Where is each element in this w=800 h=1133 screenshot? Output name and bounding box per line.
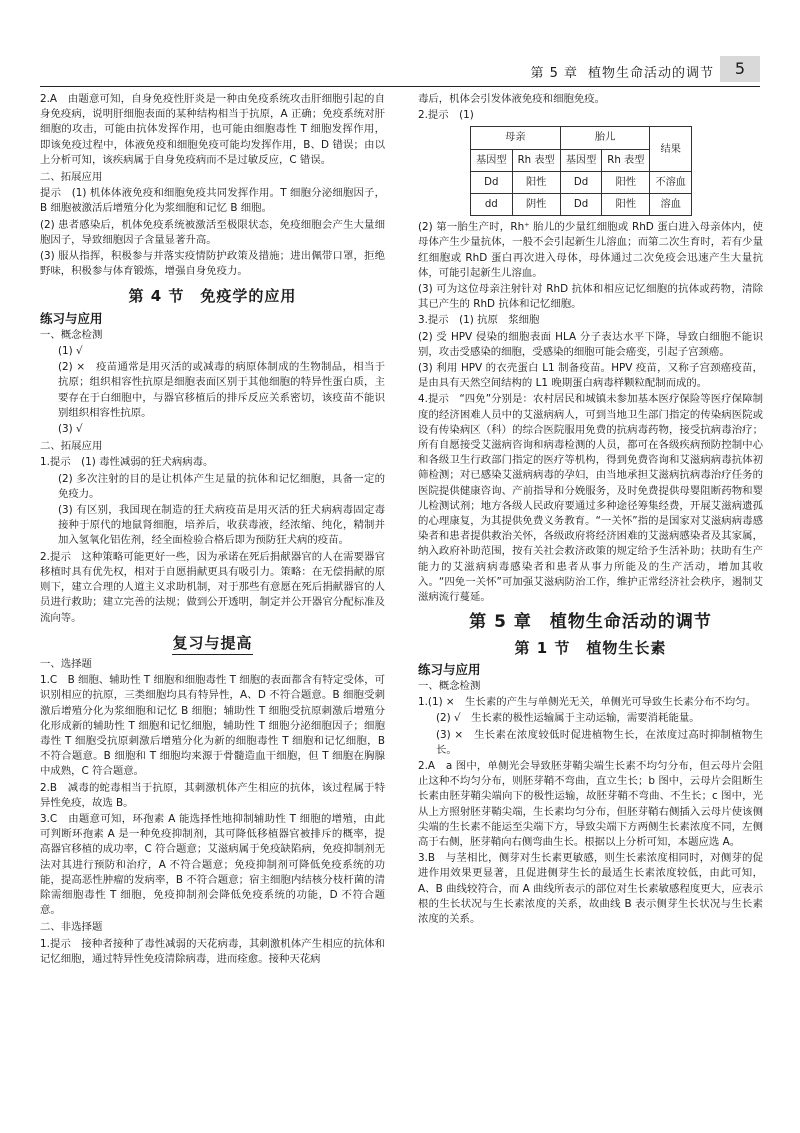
section-label: 一、概念检测	[418, 679, 481, 692]
table-cell: Dd	[471, 171, 513, 193]
answer-paragraph: 提示 (1) 机体体液免疫和细胞免疫共同发挥作用。T 细胞分泌细胞因子，B 细胞被激活后增殖分化为浆细胞和记忆 B 细胞。	[40, 187, 385, 215]
table-header-row	[471, 127, 692, 149]
answer-paragraph: 4.提示 “四免”分别是：农村居民和城镇未参加基本医疗保险等医疗保障制度的经济困难人员中的艾滋病病人，可到当地卫生部门指定的传染病医院或设有传染病区（科）的综合医院服用免费的抗病毒药物，接受抗病毒治疗；所有自愿接受艾滋病咨询和病毒检测的人员，都可在各级疾病预防控制中心和各级卫生行政部门指定的医疗等机构，得到免费咨询和艾滋病病毒抗体初筛检测；对已感染艾滋病病毒的孕妇，由当地承担艾滋病抗病毒治疗任务的医院提供健康咨询、产前指导和分娩服务，及时免费提供母婴阻断药物和婴儿检测试剂；地方各级人民政府要通过多种途径筹集经费，开展艾滋病遗孤的心理康复，为其提供免费义务教育。“一关怀”指的是国家对艾滋病病毒感染者和患者提供救治关怀，各级政府将经济困难的艾滋病感染者及其家属，纳入政府补助范围，按有关社会救济政策的规定给予生活补助；扶助有生产能力的艾滋病病毒感染者和患者从事力所能及的生产活动，增加其收入。“四免一关怀”可加强艾滋病防治工作，维护正常经济社会秩序，遏制艾滋病流行蔓延。	[418, 393, 763, 604]
header-rule	[40, 86, 760, 87]
review-heading-text: 复习与提高	[172, 634, 252, 655]
answer-paragraph: (3) 服从指挥，积极参与并落实疫情防护政策及措施；进出佩带口罩，拒绝野味，积极参与体育锻炼，增强自身免疫力。	[40, 250, 385, 278]
section-heading: 第 4 节 免疫学的应用	[128, 287, 297, 306]
table-cell: Dd	[560, 194, 602, 216]
page-header	[0, 0, 800, 81]
answer-paragraph: 1.提示 接种者接种了毒性减弱的天花病毒，其刺激机体产生相应的抗体和记忆细胞，通过特异性免疫清除病毒，进而痊愈。接种天花病	[40, 937, 385, 965]
table-cell: 不溶血	[650, 171, 692, 193]
running-head-chapter: 第 5 章	[530, 66, 578, 81]
table-header-fetus: 胎儿	[560, 127, 650, 149]
answer-paragraph: (2) 患者感染后，机体免疫系统被激活至极限状态，免疫细胞会产生大量细胞因子，导致细胞因子含量显著升高。	[40, 218, 385, 246]
table-subheader: 基因型	[471, 149, 513, 171]
table-cell: dd	[471, 194, 513, 216]
table-cell: 溶血	[650, 194, 692, 216]
answer-paragraph: 2.A 由题意可知，自身免疫性肝炎是一种由免疫系统攻击肝细胞引起的自身免疫病，说明肝细胞表面的某种结构相当于抗原，A 正确；免疫系统对肝细胞的攻击，可能由抗体发挥作用，也可能由细胞毒性 T 细胞发挥作用，即该免疫过程中，体液免疫和细胞免疫可能均发挥作用，B、D 错误；由以上分析可知，该疾病属于自身免疫病而不是过敏反应，C 错误。	[40, 93, 385, 166]
table-header-result: 结果	[650, 127, 692, 171]
answer-paragraph: 2.A a 图中，单侧光会导致胚芽鞘尖端生长素不均匀分布，但云母片会阻止这种不均匀分布，则胚芽鞘不弯曲，直立生长；b 图中，云母片会阻断生长素由胚芽鞘尖端向下的极性运输，故胚芽鞘不弯曲、不生长；c 图中，光从上方照射胚芽鞘尖端，生长素均匀分布，但胚芽鞘右侧插入云母片使该侧尖端的生长素不能运至尖端下方，导致尖端下方两侧生长素浓度不同，左侧高于右侧，胚芽鞘向右侧弯曲生长。根据以上分析可知，本题应选 A。	[418, 759, 763, 848]
table-row	[471, 171, 692, 193]
right-column	[418, 92, 763, 928]
answer-paragraph: (2) √ 生长素的极性运输属于主动运输，需要消耗能量。	[436, 712, 700, 725]
section-heading: 第 1 节 植物生长素	[514, 638, 667, 657]
answer-paragraph: 1.提示 (1) 毒性减弱的狂犬病病毒。	[40, 456, 214, 469]
left-column	[40, 92, 385, 968]
table-row	[471, 194, 692, 216]
answer-paragraph: (3) 可为这位母亲注射针对 RhD 抗体和相应记忆细胞的抗体或药物，清除其已产生的 RhD 抗体和记忆细胞。	[418, 283, 763, 311]
chapter-heading: 第 5 章 植物生命活动的调节	[469, 612, 712, 633]
page-number: 5	[720, 56, 760, 82]
running-head-title: 植物生命活动的调节	[587, 66, 714, 81]
section-label: 二、拓展应用	[40, 440, 103, 453]
answer-paragraph: (2) 受 HPV 侵染的细胞表面 HLA 分子表达水平下降，导致白细胞不能识别，攻击受感染的细胞，受感染的细胞可能会癌变，引起子宫颈癌。	[418, 330, 763, 358]
answer-paragraph: (2) 第一胎生产时，Rh⁺ 胎儿的少量红细胞或 RhD 蛋白进入母亲体内，使母体产生少量抗体，一般不会引起新生儿溶血；而第二次生育时，若有少量红细胞或 RhD 蛋白再次进入母体，母体通过二次免疫会迅速产生大量抗体，可能引起新生儿溶血。	[418, 221, 763, 279]
table-subheader: Rh 表型	[602, 149, 650, 171]
answer-paragraph: (3) 利用 HPV 的衣壳蛋白 L1 制备疫苗。HPV 疫苗，又称子宫颈癌疫苗，是由具有天然空间结构的 L1 晚期蛋白病毒样颗粒配制而成的。	[418, 362, 763, 390]
running-head	[520, 62, 714, 81]
table-cell: 阴性	[512, 194, 560, 216]
subsection-heading: 练习与应用	[418, 661, 481, 677]
answer-paragraph: 1.C B 细胞、辅助性 T 细胞和细胞毒性 T 细胞的表面都含有特定受体，可识别相应的抗原，三类细胞均具有特异性，A、D 不符合题意。B 细胞受刺激后增殖分化为浆细胞和记忆 B 细胞；辅助性 T 细胞受抗原刺激后增殖分化形成新的辅助性 T 细胞和记忆细胞，辅助性 T 细胞分泌细胞因子；细胞毒性 T 细胞受抗原刺激后增殖分化为新的细胞毒性 T 细胞和记忆细胞，B 不符合题意。B 细胞和 T 细胞均来源于骨髓造血干细胞，但 T 细胞在胸腺中成熟，C 符合题意。	[40, 674, 385, 778]
answer-paragraph: 3.B 与茎相比，侧芽对生长素更敏感，则生长素浓度相同时，对侧芽的促进作用效果更显著，且促进侧芽生长的最适生长素浓度较低，由此可知，A、B 曲线较符合，而 A 曲线所表示的部位对生长素敏感程度更大，应表示根的生长状况与生长素浓度的关系，故曲线 B 表示侧芽生长状况与生长素浓度的关系。	[418, 852, 763, 925]
answer-paragraph: 1.(1) × 生长素的产生与单侧光无关，单侧光可导致生长素分布不均匀。	[418, 696, 756, 709]
section-label: 二、非选择题	[40, 921, 103, 934]
section-label: 二、拓展应用	[40, 171, 103, 184]
table-subheader: Rh 表型	[512, 149, 560, 171]
table-subheader: 基因型	[560, 149, 602, 171]
review-heading	[40, 633, 385, 652]
answer-paragraph: (2) × 疫苗通常是用灭活的或减毒的病原体制成的生物制品，相当于抗原；组织相容性抗原是细胞表面区别于其他细胞的特异性蛋白质，主要存在于白细胞中，与器官移植后的排斥反应关系密切，该疫苗不能识别组织相容性抗原。	[58, 361, 385, 419]
answer-paragraph: (1) √	[58, 345, 83, 358]
answer-paragraph: 3.提示 (1) 抗原 浆细胞	[418, 314, 540, 327]
rh-blood-table	[470, 126, 692, 216]
section-label: 一、选择题	[40, 657, 92, 670]
answer-paragraph: 2.B 减毒的蛇毒相当于抗原，其刺激机体产生相应的抗体，该过程属于特异性免疫，故选 B。	[40, 781, 385, 809]
answer-paragraph: 2.提示 (1)	[418, 109, 474, 122]
section-label: 一、概念检测	[40, 328, 103, 341]
answer-paragraph: 2.提示 这种策略可能更好一些，因为承诺在死后捐献器官的人在需要器官移植时具有优先权，相对于自愿捐献更具有吸引力。策略：在无偿捐献的原则下，建立合理的人道主义求助机制，对于那些有意愿在死后捐献器官的人员进行救助；建立完善的法规；做到公开透明，制定并公开器官分配标准及流向等。	[40, 550, 385, 624]
subsection-heading: 练习与应用	[40, 310, 103, 326]
answer-paragraph: (3) 有区别，我国现在制造的狂犬病疫苗是用灭活的狂犬病病毒固定毒接种于原代的地鼠肾细胞，培养后，收获毒液，经浓缩、纯化，精制并加入氢氧化铝佐剂，经全面检验合格后即为预防狂犬病的疫苗。	[58, 504, 385, 547]
table-cell: 阳性	[512, 171, 560, 193]
table-cell: 阳性	[602, 171, 650, 193]
answer-paragraph: (3) × 生长素在浓度较低时促进植物生长，在浓度过高时抑制植物生长。	[436, 728, 763, 756]
table-header-mother: 母亲	[471, 127, 561, 149]
answer-paragraph: 3.C 由题意可知，环孢素 A 能选择性地抑制辅助性 T 细胞的增殖，由此可判断环孢素 A 是一种免疫抑制剂，其可降低移植器官被排斥的概率，提高器官移植的成功率，C 符合题意；艾滋病属于免疫缺陷病，免疫抑制剂无法对其进行预防和治疗，A 不符合题意；免疫抑制剂可降低免疫系统的功能，提高恶性肿瘤的发病率，B 不符合题意；宿主细胞内结核分枝杆菌的清除需细胞毒性 T 细胞，免疫抑制剂会降低免疫系统的功能，D 不符合题意。	[40, 812, 385, 917]
answer-paragraph: (2) 多次注射的目的是让机体产生足量的抗体和记忆细胞，具备一定的免疫力。	[58, 472, 385, 500]
answer-paragraph: 毒后，机体会引发体液免疫和细胞免疫。	[418, 93, 606, 105]
table-cell: 阳性	[602, 194, 650, 216]
answer-paragraph: (3) √	[58, 423, 83, 436]
table-cell: Dd	[560, 171, 602, 193]
